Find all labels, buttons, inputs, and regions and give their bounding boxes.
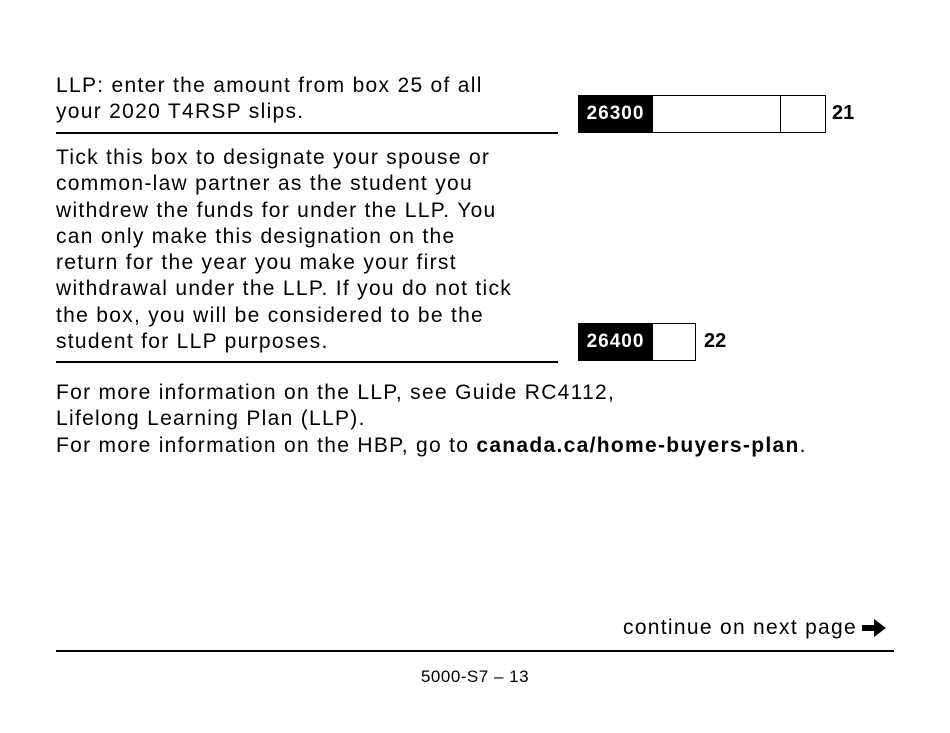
amount-cents-input[interactable] [781, 95, 826, 133]
continue-text: continue on next page [623, 616, 857, 639]
page-number: 5000-S7 – 13 [420, 667, 530, 686]
field-code-label: 26300 [578, 95, 653, 133]
continue-next-page [623, 616, 888, 640]
section-divider [56, 361, 558, 363]
llp-guide-text: For more information on the LLP, see Guide RC4112, Lifelong Learning Plan (LLP). [56, 381, 616, 431]
line-22-checkbox-field [578, 323, 696, 361]
designation-instruction: Tick this box to designate your spouse or common-law partner as the student you withdrew the funds for under the LLP. You can only make this designation on the return for the year you make your first withdrawal under the LLP. If you do not tick the box, you will be considered to be the student for LLP purposes. [56, 146, 513, 354]
arrow-right-icon [860, 616, 888, 640]
line-21-amount-field [578, 95, 826, 133]
hbp-prefix-text: For more information on the HBP, go to [56, 433, 477, 457]
hbp-suffix-text: . [799, 433, 807, 457]
amount-dollars-input[interactable] [653, 95, 781, 133]
llp-amount-instruction: LLP: enter the amount from box 25 of all your 2020 T4RSP slips. [56, 74, 483, 124]
section-divider [56, 132, 558, 134]
more-info-block [56, 380, 936, 459]
designation-checkbox[interactable] [653, 323, 696, 361]
field-code-label: 26400 [578, 323, 653, 361]
footer-divider [56, 650, 894, 652]
line-number: 22 [704, 330, 727, 352]
hbp-link[interactable]: canada.ca/home-buyers-plan [476, 433, 800, 457]
line-number: 21 [832, 102, 855, 124]
